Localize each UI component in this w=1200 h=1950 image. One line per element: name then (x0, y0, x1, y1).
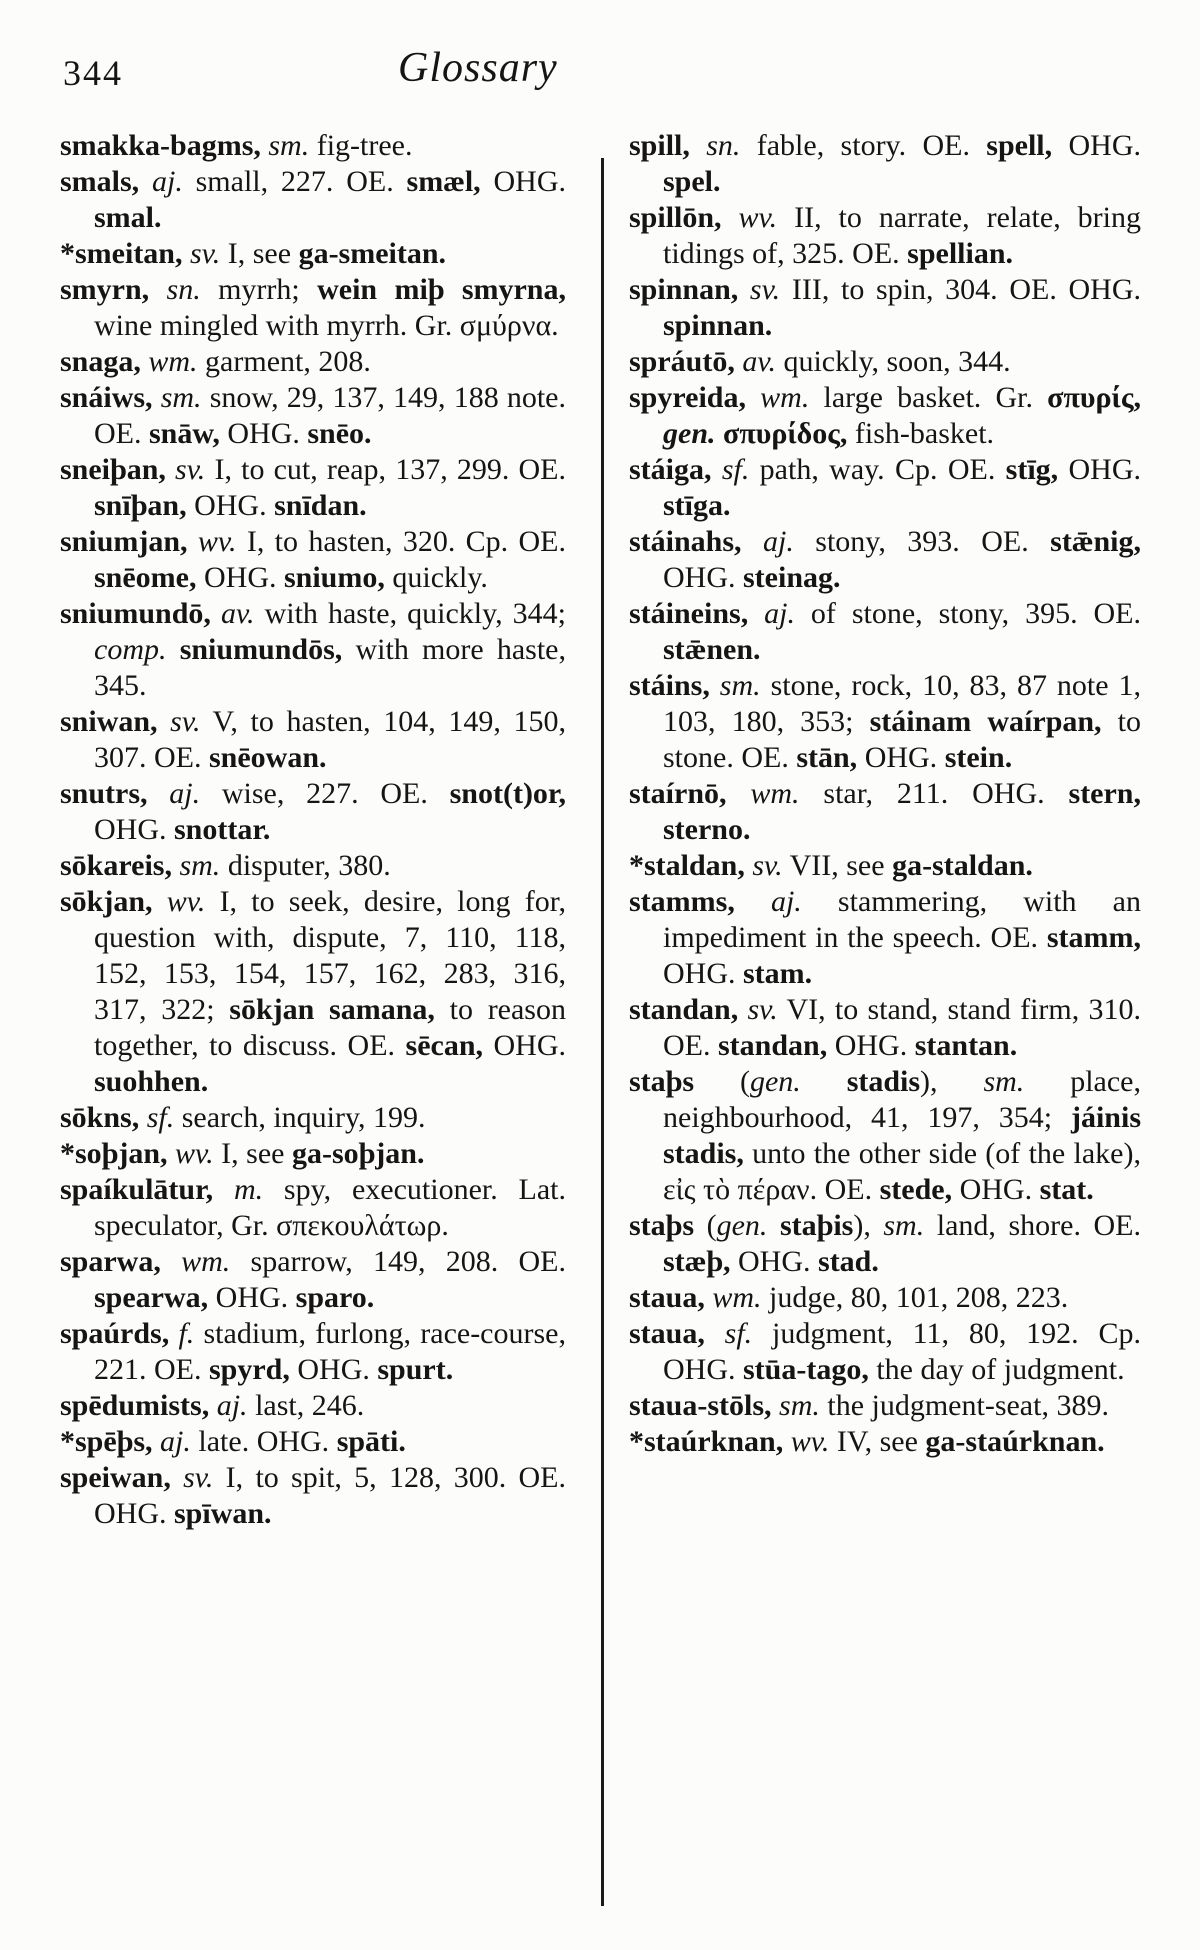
entry-segment: I, to cut, reap, 137, 299. OE. (205, 453, 566, 486)
glossary-entry (629, 1208, 1141, 1280)
entry-segment: sm. (709, 669, 761, 702)
glossary-entry (60, 1388, 566, 1424)
entry-segment: spy, executioner. Lat. speculator, Gr. (94, 1173, 567, 1242)
entry-segment: standan, (718, 1029, 828, 1062)
entry-segment: OHG. (289, 1353, 378, 1386)
glossary-entry (60, 344, 566, 380)
entry-segment: wm. (726, 777, 800, 810)
entry-segment: OHG. (1058, 453, 1141, 486)
entry-segment: sōkareis, (60, 849, 172, 882)
entry-segment: stammering, with an impediment in the speech. OE. (663, 885, 1141, 954)
entry-segment: sf. (139, 1101, 175, 1134)
entry-segment: aj. (209, 1389, 248, 1422)
entry-segment: aj. (139, 165, 183, 198)
entry-segment: sn. (149, 273, 201, 306)
entry-segment: wv. (783, 1425, 830, 1458)
glossary-entry (60, 128, 566, 164)
glossary-entry (629, 668, 1141, 776)
entry-segment: small, 227. OE. (182, 165, 407, 198)
page-title: Glossary (398, 45, 558, 91)
entry-segment: ga-staldan. (892, 849, 1033, 882)
entry-segment: stīga. (663, 489, 731, 522)
glossary-entry (629, 1064, 1141, 1208)
entry-segment: I, to spit, 5, 128, 300. OE. OHG. (94, 1461, 566, 1530)
entry-segment: sm. (171, 849, 221, 882)
entry-segment: to stone. OE. (663, 705, 1141, 774)
entry-segment: staua-stōls, (629, 1389, 772, 1422)
entry-segment: ), (920, 1065, 984, 1098)
entry-segment: σπυρίδος, (715, 417, 848, 450)
glossary-entry (60, 1244, 566, 1316)
entry-segment: sm. (983, 1065, 1025, 1098)
entry-segment: spāti. (336, 1425, 406, 1458)
entry-segment: wm. (704, 1281, 762, 1314)
entry-segment: spellian. (907, 237, 1014, 270)
glossary-entry (60, 1316, 566, 1388)
glossary-entry (629, 200, 1141, 272)
entry-segment: wm. (140, 345, 198, 378)
entry-segment: fable, story. OE. (740, 129, 987, 162)
entry-segment: ( (694, 1209, 717, 1242)
entry-segment: stadis (846, 1065, 921, 1098)
glossary-entry (629, 452, 1141, 524)
entry-segment: OHG. (480, 165, 566, 198)
entry-segment: sōkjan, (60, 885, 153, 918)
glossary-entry (60, 1424, 566, 1460)
entry-segment: stede, (879, 1173, 953, 1206)
entry-segment: I, to seek, desire, long for, question with, dispute, 7, 110, 118, 152, 153, 154, 157, 162, 283, 316, 317, 322; (94, 885, 566, 1026)
glossary-entry (60, 272, 566, 344)
entry-segment: star, 211. OHG. (799, 777, 1069, 810)
entry-segment: snēo. (307, 417, 372, 450)
glossary-entry (629, 1388, 1141, 1424)
entry-segment: sniumundō, (60, 597, 211, 630)
entry-segment: staþs (629, 1209, 695, 1242)
entry-segment: smæl, (406, 165, 481, 198)
entry-segment: sōkns, (60, 1101, 140, 1134)
entry-segment: σμύρνα. (459, 309, 559, 342)
entry-segment: σπεκουλάτωρ. (276, 1209, 449, 1242)
entry-segment: snīþan, (94, 489, 187, 522)
entry-segment: OHG. (186, 489, 275, 522)
entry-segment: sv. (182, 237, 221, 270)
entry-segment: wm. (160, 1245, 231, 1278)
glossary-entry (60, 164, 566, 236)
entry-segment: wine mingled with myrrh. Gr. (94, 309, 460, 342)
entry-segment: stān, (796, 741, 858, 774)
glossary-entry (60, 1460, 566, 1532)
glossary-entry (629, 848, 1141, 884)
entry-segment: stadium, furlong, race-course, 221. OE. (94, 1317, 566, 1386)
entry-segment: OHG. (483, 1029, 566, 1062)
entry-segment: sv. (738, 993, 778, 1026)
entry-segment: *staúrknan, (629, 1425, 784, 1458)
entry-segment: snēome, (94, 561, 197, 594)
entry-segment: aj. (734, 885, 802, 918)
glossary-entry (629, 776, 1141, 848)
entry-segment: sf. (704, 1317, 753, 1350)
entry-segment: stantan. (914, 1029, 1018, 1062)
entry-segment: *smeitan, (60, 237, 183, 270)
entry-segment (767, 1209, 780, 1242)
glossary-entry (60, 704, 566, 776)
glossary-entry (60, 236, 566, 272)
glossary-entry (60, 848, 566, 884)
glossary-entry (629, 884, 1141, 992)
entry-segment: aj. (152, 1425, 191, 1458)
entry-segment: snow, 29, 137, 149, 188 note. OE. (94, 381, 566, 450)
entry-segment: stern, sterno. (663, 777, 1141, 846)
entry-segment: comp. (94, 633, 167, 666)
entry-segment: stáineins, (629, 597, 749, 630)
column-divider-rule (601, 158, 604, 1906)
entry-segment: standan, (629, 993, 739, 1026)
entry-segment: stáinahs, (629, 525, 742, 558)
entry-segment: stáins, (629, 669, 710, 702)
entry-segment: OHG. (663, 957, 743, 990)
entry-segment: sf. (711, 453, 750, 486)
entry-segment: aj. (748, 597, 795, 630)
entry-segment: I, see (220, 237, 299, 270)
glossary-entry (60, 524, 566, 596)
entry-segment: aj. (147, 777, 201, 810)
entry-segment: wv. (721, 201, 778, 234)
entry-segment: stam. (743, 957, 813, 990)
glossary-entry (629, 992, 1141, 1064)
entry-segment: quickly, soon, 344. (775, 345, 1011, 378)
entry-segment: sv. (170, 1461, 214, 1494)
entry-segment: snāw, (149, 417, 220, 450)
entry-segment: wv. (167, 1137, 214, 1170)
entry-segment: m. (213, 1173, 264, 1206)
entry-segment: speiwan, (60, 1461, 171, 1494)
entry-segment: sniwan, (60, 705, 158, 738)
entry-segment: judge, 80, 101, 208, 223. (761, 1281, 1069, 1314)
entry-segment: sparrow, 149, 208. OE. (230, 1245, 566, 1278)
entry-segment: sniumo, (283, 561, 385, 594)
entry-segment: jáinis stadis, (663, 1101, 1141, 1170)
entry-segment: OHG. (196, 561, 284, 594)
entry-segment: stad. (818, 1245, 879, 1278)
entry-segment: gen. (663, 417, 716, 450)
entry-segment: V, to hasten, 104, 149, 150, 307. OE. (94, 705, 567, 774)
entry-segment: stamm, (1046, 921, 1141, 954)
entry-segment: path, way. Cp. OE. (749, 453, 1006, 486)
entry-segment: spill, (629, 129, 690, 162)
entry-segment: stáiga, (629, 453, 712, 486)
entry-segment: judgment, 11, 80, 192. Cp. OHG. (663, 1317, 1141, 1386)
entry-segment: IV, see (829, 1425, 926, 1458)
entry-segment: spell, (986, 129, 1053, 162)
entry-segment: sm. (260, 129, 310, 162)
entry-segment: snot(t)or, (449, 777, 566, 810)
entry-segment: sv. (738, 273, 781, 306)
entry-segment: OE. (817, 1173, 880, 1206)
entry-segment: *soþjan, (60, 1137, 168, 1170)
glossary-entry (60, 1100, 566, 1136)
entry-segment: sn. (689, 129, 741, 162)
glossary-entry (629, 524, 1141, 596)
entry-segment: gen. (749, 1065, 801, 1098)
glossary-column-left (60, 128, 566, 1532)
entry-segment: staua, (629, 1281, 705, 1314)
entry-segment: VII, see (782, 849, 893, 882)
entry-segment: garment, 208. (197, 345, 371, 378)
entry-segment: ga-soþjan. (291, 1137, 425, 1170)
entry-segment: av. (210, 597, 255, 630)
entry-segment: spyrd, (209, 1353, 290, 1386)
entry-segment: sparwa, (60, 1245, 161, 1278)
entry-segment: staþs (629, 1065, 695, 1098)
entry-segment: spurt. (377, 1353, 454, 1386)
entry-segment: staírnō, (629, 777, 727, 810)
entry-segment: the day of judgment. (868, 1353, 1125, 1386)
entry-segment: snutrs, (60, 777, 148, 810)
entry-segment (166, 633, 179, 666)
entry-segment: OHG. (952, 1173, 1040, 1206)
entry-segment: smals, (60, 165, 140, 198)
entry-segment: place, neighbourhood, 41, 197, 354; (663, 1065, 1141, 1134)
entry-segment: snīdan. (274, 489, 367, 522)
glossary-entry (629, 1316, 1141, 1388)
entry-segment: to reason together, to discuss. OE. (94, 993, 566, 1062)
entry-segment: spinnan, (629, 273, 739, 306)
entry-segment: staua, (629, 1317, 705, 1350)
entry-segment: sneiþan, (60, 453, 166, 486)
entry-segment: late. OHG. (190, 1425, 337, 1458)
entry-segment: smal. (94, 201, 162, 234)
entry-segment: unto the other side (of the lake), (743, 1137, 1141, 1170)
entry-segment: sm. (771, 1389, 820, 1422)
entry-segment: with more haste, 345. (94, 633, 566, 702)
entry-segment: stone, rock, 10, 83, 87 note 1, 103, 180, 353; (663, 669, 1141, 738)
entry-segment: search, inquiry, 199. (174, 1101, 426, 1134)
entry-segment: f. (169, 1317, 195, 1350)
entry-segment: land, shore. OE. (924, 1209, 1141, 1242)
entry-segment: fish-basket. (847, 417, 995, 450)
entry-segment: wein miþ smyrna, (317, 273, 566, 306)
entry-segment: sōkjan samana, (229, 993, 435, 1026)
glossary-entry (629, 272, 1141, 344)
entry-segment: OHG. (94, 813, 174, 846)
entry-segment: the judgment-seat, 389. (819, 1389, 1109, 1422)
entry-segment: OHG. (730, 1245, 819, 1278)
entry-segment: wv. (152, 885, 206, 918)
entry-segment: OHG. (827, 1029, 915, 1062)
entry-segment: suohhen. (94, 1065, 209, 1098)
entry-segment: spráutō, (629, 345, 735, 378)
entry-segment: sm. (883, 1209, 925, 1242)
entry-segment: OHG. (857, 741, 945, 774)
entry-segment: sm. (152, 381, 202, 414)
glossary-entry (629, 128, 1141, 200)
glossary-entry (60, 452, 566, 524)
entry-segment: of stone, stony, 395. OE. (794, 597, 1141, 630)
entry-segment: fig-tree. (309, 129, 413, 162)
entry-segment: large basket. Gr. (809, 381, 1048, 414)
page-number: 344 (63, 53, 123, 93)
glossary-entry (60, 1136, 566, 1172)
entry-segment: stony, 393. OE. (793, 525, 1051, 558)
entry-segment: spīwan. (174, 1497, 272, 1530)
entry-segment: with haste, quickly, 344; (254, 597, 566, 630)
entry-segment: *spēþs, (60, 1425, 153, 1458)
entry-segment: sv. (165, 453, 206, 486)
entry-segment: stīg, (1005, 453, 1059, 486)
entry-segment: I, see (213, 1137, 292, 1170)
entry-segment: sv. (744, 849, 783, 882)
entry-segment: *staldan, (629, 849, 745, 882)
entry-segment: sēcan, (405, 1029, 484, 1062)
entry-segment: ), (853, 1209, 884, 1242)
entry-segment (801, 1065, 847, 1098)
entry-segment: I, to hasten, 320. Cp. OE. (236, 525, 567, 558)
entry-segment: myrrh; (200, 273, 318, 306)
entry-segment: spēdumists, (60, 1389, 210, 1422)
entry-segment: snaga, (60, 345, 141, 378)
entry-segment: spaíkulātur, (60, 1173, 214, 1206)
entry-segment: wv. (187, 525, 237, 558)
entry-segment: quickly. (384, 561, 488, 594)
glossary-entry (629, 1280, 1141, 1316)
entry-segment: stein. (944, 741, 1013, 774)
entry-segment: sparo. (295, 1281, 375, 1314)
entry-segment: spillōn, (629, 201, 722, 234)
entry-segment: snottar. (174, 813, 271, 846)
entry-segment: stamms, (629, 885, 735, 918)
entry-segment: snáiws, (60, 381, 153, 414)
entry-segment: smyrn, (60, 273, 150, 306)
entry-segment: stūa-tago, (743, 1353, 869, 1386)
glossary-entry (60, 380, 566, 452)
entry-segment: III, to spin, 304. OE. OHG. (780, 273, 1141, 306)
glossary-entry (60, 776, 566, 848)
entry-segment: disputer, 380. (220, 849, 391, 882)
entry-segment: OHG. (219, 417, 308, 450)
glossary-entry (629, 1424, 1141, 1460)
entry-segment: sv. (157, 705, 201, 738)
entry-segment: snēowan. (209, 741, 327, 774)
entry-segment: OHG. (208, 1281, 296, 1314)
entry-segment: spaúrds, (60, 1317, 170, 1350)
entry-segment: sniumjan, (60, 525, 188, 558)
glossary-column-right (629, 128, 1141, 1460)
entry-segment: spinnan. (663, 309, 773, 342)
entry-segment: steinag. (743, 561, 841, 594)
entry-segment: spearwa, (94, 1281, 209, 1314)
entry-segment: ( (694, 1065, 750, 1098)
entry-segment: staþis (779, 1209, 854, 1242)
entry-segment: aj. (741, 525, 794, 558)
entry-segment: VI, to stand, stand firm, 310. OE. (663, 993, 1142, 1062)
entry-segment: spyreida, (629, 381, 746, 414)
entry-segment: OHG. (663, 561, 743, 594)
entry-segment: stat. (1039, 1173, 1094, 1206)
glossary-entry (60, 596, 566, 704)
glossary-entry (629, 344, 1141, 380)
entry-segment: last, 246. (247, 1389, 365, 1422)
entry-segment: smakka-bagms, (60, 129, 261, 162)
entry-segment: σπυρίς, (1047, 381, 1141, 414)
entry-segment: OHG. (1052, 129, 1141, 162)
entry-segment: wise, 227. OE. (200, 777, 450, 810)
entry-segment: stáinam waírpan, (869, 705, 1102, 738)
entry-segment: sniumundōs, (179, 633, 343, 666)
entry-segment: ga-staúrknan. (925, 1425, 1105, 1458)
entry-segment: stǣnen. (663, 633, 761, 666)
entry-segment: stæþ, (663, 1245, 731, 1278)
entry-segment: II, to narrate, relate, bring tidings of, 325. OE. (663, 201, 1141, 270)
entry-segment: ga-smeitan. (298, 237, 447, 270)
entry-segment: wm. (745, 381, 810, 414)
entry-segment: av. (734, 345, 776, 378)
entry-segment: spel. (663, 165, 721, 198)
entry-segment: gen. (716, 1209, 768, 1242)
glossary-entry (629, 380, 1141, 452)
entry-segment: εἰς τὸ πέραν. (663, 1173, 818, 1206)
glossary-entry (629, 596, 1141, 668)
glossary-entry (60, 884, 566, 1100)
entry-segment: stǣnig, (1050, 525, 1141, 558)
glossary-entry (60, 1172, 566, 1244)
